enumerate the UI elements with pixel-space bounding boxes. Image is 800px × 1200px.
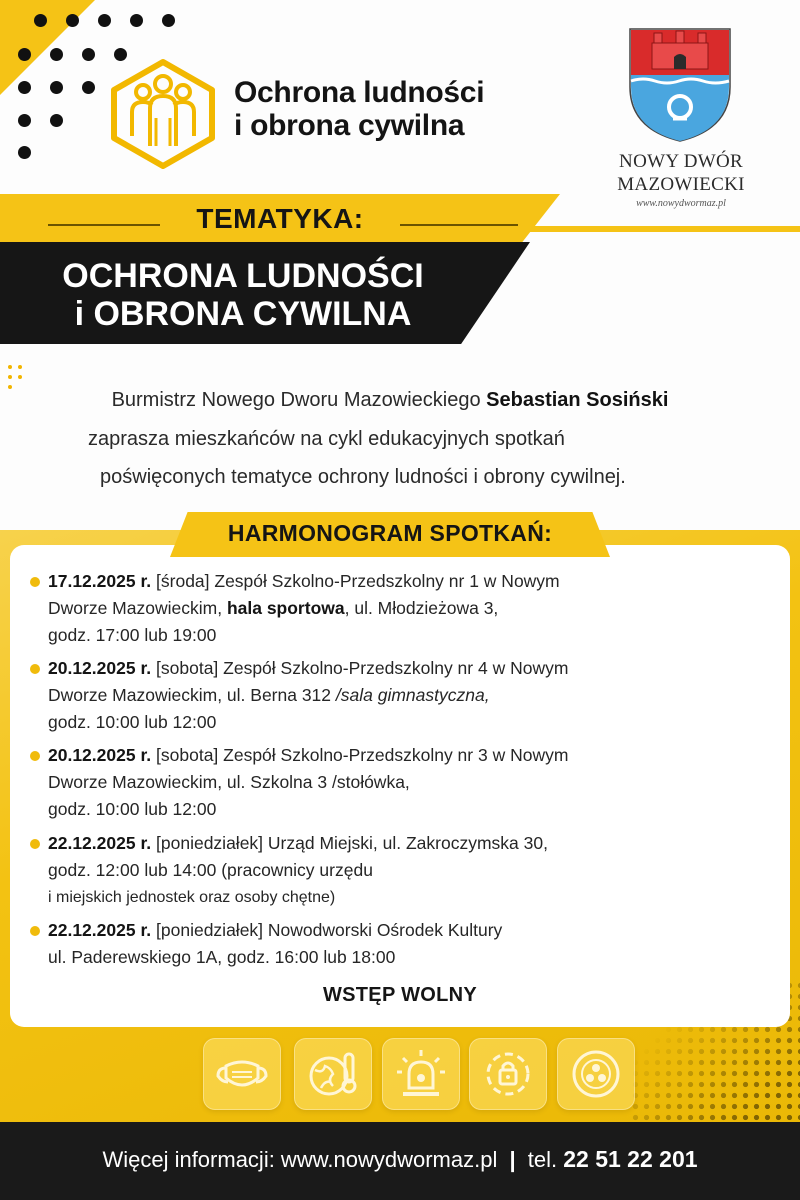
mayor-name: Sebastian Sosiński [486, 389, 669, 411]
meeting-date: 22.12.2025 r. [48, 920, 152, 940]
divider [400, 224, 518, 226]
program-title-line2: i obrona cywilna [234, 109, 465, 142]
globe-thermometer-icon [303, 1044, 363, 1104]
footer-contact [0, 1146, 800, 1173]
divider [48, 224, 160, 226]
free-entry-note: WSTĘP WOLNY [322, 984, 478, 1006]
schedule-item [48, 568, 748, 649]
mask-icon-tile [203, 1038, 281, 1110]
city-name-line1: NOWY DWÓR [619, 151, 743, 172]
meeting-date: 20.12.2025 r. [48, 658, 152, 678]
city-name [596, 150, 766, 196]
city-crest-icon [626, 25, 734, 143]
phone-number: 22 51 22 201 [563, 1146, 698, 1172]
schedule-item [48, 655, 748, 736]
meeting-venue: [poniedziałek] Urząd Miejski, ul. Zakroczymska 30, [151, 833, 548, 853]
meeting-venue: [środa] Zespół Szkolno-Przedszkolny nr 1 w Nowym [151, 571, 560, 591]
intro-line3: poświęconych tematyce ochrony ludności i obrony cywilnej. [100, 466, 626, 488]
footer-separator: | [509, 1147, 516, 1172]
bullet-icon [30, 664, 40, 674]
meeting-venue: [poniedziałek] Nowodworski Ośrodek Kultury [151, 920, 503, 940]
meeting-date: 20.12.2025 r. [48, 745, 152, 765]
meeting-address: ul. Paderewskiego 1A, godz. 16:00 lub 18:00 [48, 947, 396, 967]
mask-icon [212, 1044, 272, 1104]
first-aid-kit-icon [566, 1044, 626, 1104]
meeting-room: /sala gimnastyczna, [335, 685, 490, 705]
meeting-time: godz. 10:00 lub 12:00 [48, 799, 217, 819]
schedule-item [48, 917, 748, 971]
footer-info: Więcej informacji: www.nowydwormaz.pl [102, 1147, 498, 1172]
program-title [234, 76, 484, 142]
meeting-address: Dworze Mazowieckim, ul. Szkolna 3 /stołówka, [48, 772, 410, 792]
phone-label: tel. [527, 1147, 558, 1172]
meeting-date: 22.12.2025 r. [48, 833, 152, 853]
schedule-item [48, 830, 748, 911]
city-url: www.nowydwormaz.pl [636, 198, 726, 209]
meeting-audience: i miejskich jednostek oraz osoby chętne) [48, 889, 336, 906]
meeting-address: Dworze Mazowieckim, [48, 598, 227, 618]
alarm-siren-icon-tile [382, 1038, 460, 1110]
bullet-icon [30, 751, 40, 761]
civil-protection-logo [108, 58, 218, 170]
intro-prefix: Burmistrz Nowego Dworu Mazowieckiego [111, 389, 487, 411]
city-name-line2: MAZOWIECKI [617, 174, 745, 195]
meeting-time: godz. 17:00 lub 19:00 [48, 625, 217, 645]
meeting-time: godz. 12:00 lub 14:00 (pracownicy urzędu [48, 860, 373, 880]
alarm-siren-icon [391, 1044, 451, 1104]
intro-line2: zaprasza mieszkańców na cykl edukacyjnych spotkań [88, 428, 565, 450]
bullet-icon [30, 577, 40, 587]
meeting-room: hala sportowa [226, 598, 345, 618]
shelter-radiation-icon [478, 1044, 538, 1104]
topic-label: TEMATYKA: [196, 203, 364, 234]
meeting-venue: [sobota] Zespół Szkolno-Przedszkolny nr 4 w Nowym [151, 658, 569, 678]
meeting-venue: [sobota] Zespół Szkolno-Przedszkolny nr 3 w Nowym [151, 745, 569, 765]
intro-line1 [0, 389, 800, 412]
globe-thermometer-icon-tile [294, 1038, 372, 1110]
meeting-date: 17.12.2025 r. [48, 571, 152, 591]
meeting-street: , ul. Młodzieżowa 3, [344, 598, 499, 618]
program-title-line1: Ochrona ludności [234, 76, 485, 109]
schedule-title: HARMONOGRAM SPOTKAŃ: [227, 520, 553, 546]
meeting-address: Dworze Mazowieckim, ul. Berna 312 [48, 685, 336, 705]
meeting-time: godz. 10:00 lub 12:00 [48, 712, 217, 732]
first-aid-kit-icon-tile [557, 1038, 635, 1110]
bullet-icon [30, 926, 40, 936]
topic-heading-line2: i OBRONA CYWILNA [74, 295, 412, 333]
topic-heading-line1: OCHRONA LUDNOŚCI [62, 257, 424, 295]
bullet-icon [30, 839, 40, 849]
divider [518, 226, 800, 232]
shelter-radiation-icon-tile [469, 1038, 547, 1110]
topic-heading [28, 257, 458, 333]
schedule-item [48, 742, 748, 823]
